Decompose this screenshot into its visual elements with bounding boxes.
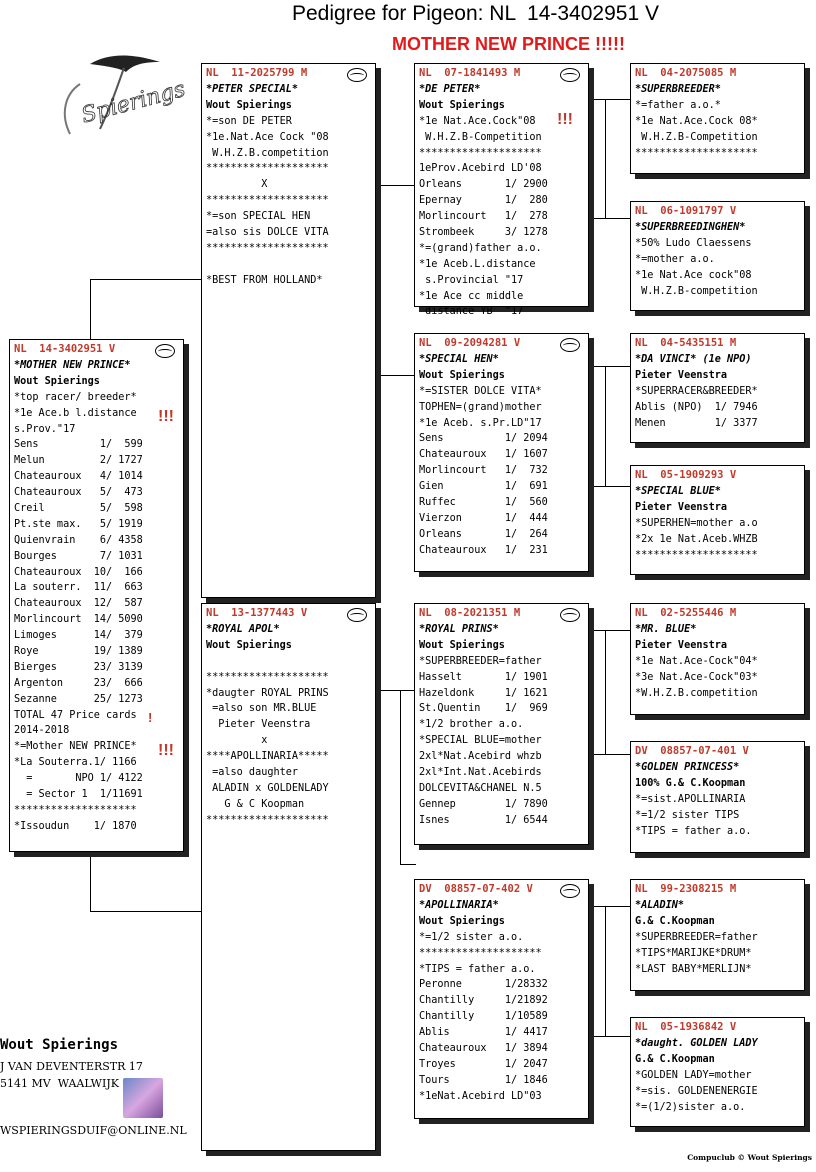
- pedigree-card-sds: [630, 333, 805, 443]
- connector: [376, 690, 416, 691]
- card-line: *TIPS = father a.o.: [635, 825, 752, 837]
- breeder-logo-icon: [123, 1078, 163, 1118]
- pedigree-card-dd: [414, 879, 589, 1119]
- connector: [590, 630, 631, 631]
- card-line: ********************: [206, 242, 329, 254]
- card-line: W.H.Z.B-Competition: [419, 131, 542, 143]
- ring-number: NL 14-3402951 V: [14, 343, 116, 355]
- card-line: St.Quentin 1/ 969: [419, 703, 548, 715]
- card-line: Chateauroux 4/ 1014: [14, 471, 143, 483]
- card-line: *SUPERBREEDER*: [635, 84, 721, 95]
- card-lines: [635, 220, 804, 299]
- pedigree-card-ds: [414, 603, 589, 845]
- card-line: *=father a.o.*: [635, 99, 721, 111]
- logo-text: Spierings: [78, 76, 189, 129]
- connector: [590, 1036, 631, 1037]
- card-line: ALADIN x GOLDENLADY: [206, 782, 329, 794]
- card-line: Melun 2/ 1727: [14, 455, 143, 467]
- card-line: G.& C.Koopman: [635, 915, 715, 927]
- card-line: *1/2 brother a.o.: [419, 719, 524, 731]
- card-line: *SPECIAL BLUE=mother: [419, 735, 542, 747]
- card-line: TOPHEN=(grand)mother: [419, 401, 542, 413]
- card-line: ********************: [635, 549, 758, 561]
- connector: [90, 279, 91, 341]
- card-line: *1e Nat.Ace.Cock 08*: [635, 115, 758, 127]
- card-line: Sens 1/ 2094: [419, 433, 548, 445]
- card-line: Peronne 1/28332: [419, 979, 548, 991]
- pedigree-card-ddd: [630, 1017, 805, 1127]
- card-line: Chateauroux 1/ 1607: [419, 449, 548, 461]
- card-line: Strombeek 3/ 1278: [419, 227, 548, 239]
- card-line: *=mother a.o.: [635, 253, 715, 265]
- card-line: Hazeldonk 1/ 1621: [419, 687, 548, 699]
- card-lines: [419, 352, 588, 559]
- pedigree-card-sss: [630, 63, 805, 174]
- card-line: *1e Aceb.L.distance: [419, 258, 536, 270]
- connector: [605, 366, 606, 486]
- card-line: Chateauroux 10/ 166: [14, 566, 143, 578]
- ring-number: NL 05-1936842 V: [635, 1021, 737, 1033]
- ring-number: NL 02-5255446 M: [635, 607, 737, 619]
- page-title: Pedigree for Pigeon: NL 14-3402951 V: [292, 2, 659, 25]
- ring-number: NL 08-2021351 M: [419, 607, 521, 619]
- card-line: Gennep 1/ 7890: [419, 798, 548, 810]
- connector: [590, 366, 631, 367]
- card-line: *1eNat.Acebird LD"03: [419, 1090, 542, 1102]
- pedigree-card-ssd: [630, 201, 805, 311]
- card-line: Ruffec 1/ 560: [419, 497, 548, 509]
- pedigree-card-dss: [630, 603, 805, 715]
- card-line: Wout Spierings: [419, 369, 505, 381]
- pedigree-card-sire: [201, 63, 376, 598]
- card-lines: [14, 358, 183, 835]
- card-line: *=son SPECIAL HEN: [206, 211, 311, 223]
- card-line: *MR. BLUE*: [635, 624, 697, 635]
- pedigree-card-sdd: [630, 465, 805, 575]
- pedigree-card-dds: [630, 879, 805, 991]
- connector: [605, 630, 606, 754]
- connector: [590, 218, 631, 219]
- card-line: Chantilly 1/21892: [419, 995, 548, 1007]
- card-line: Roye 19/ 1389: [14, 646, 143, 658]
- ring-number: NL 05-1909293 V: [635, 469, 737, 481]
- ring-number: NL 07-1841493 M: [419, 67, 521, 79]
- card-line: Vierzon 1/ 444: [419, 512, 548, 524]
- card-line: *=(1/2)sister a.o.: [635, 1101, 746, 1113]
- card-line: Morlincourt 14/ 5090: [14, 614, 143, 626]
- ring-number: NL 99-2308215 M: [635, 883, 737, 895]
- bird-logo: [40, 44, 190, 144]
- card-lines: [206, 622, 375, 829]
- card-line: *BEST FROM HOLLAND*: [206, 274, 323, 286]
- card-line: *SUPERBREEDER=father: [635, 931, 758, 943]
- connector: [90, 279, 203, 280]
- card-line: *1e Aceb. s.Pr.LD"17: [419, 417, 542, 429]
- card-line: s.Prov."17: [14, 423, 76, 435]
- card-line: ********************: [206, 814, 329, 826]
- card-line: Orleans 1/ 2900: [419, 179, 548, 191]
- card-line: Argenton 23/ 666: [14, 677, 143, 689]
- card-line: Morlincourt 1/ 278: [419, 211, 548, 223]
- card-lines: [635, 1036, 804, 1115]
- card-line: Chateauroux 5/ 473: [14, 487, 143, 499]
- card-line: *LAST BABY*MERLIJN*: [635, 963, 752, 975]
- connector: [590, 754, 631, 755]
- card-line: *=sis. GOLDENENERGIE: [635, 1085, 758, 1097]
- card-line: ********************: [14, 804, 137, 816]
- card-line: W.H.Z.B-competition: [635, 285, 758, 297]
- card-line: s.Provincial "17: [419, 274, 524, 286]
- card-line: *La Souterra.1/ 1166: [14, 757, 137, 769]
- card-line: [206, 257, 375, 273]
- card-line: *DE PETER*: [419, 84, 481, 95]
- pedigree-card-ss: [414, 63, 589, 318]
- card-line: ********************: [206, 195, 329, 207]
- card-line: X: [206, 179, 268, 191]
- card-line: *1e Nat.Ace-Cock"04*: [635, 655, 758, 667]
- card-line: Wout Spierings: [206, 99, 292, 111]
- card-lines: [635, 352, 804, 431]
- card-line: Isnes 1/ 6544: [419, 814, 548, 826]
- card-line: =also sis DOLCE VITA: [206, 227, 329, 239]
- card-line: ********************: [635, 147, 758, 159]
- card-line: *top racer/ breeder*: [14, 391, 137, 403]
- card-line: Tours 1/ 1846: [419, 1074, 548, 1086]
- card-line: *1e Ace.b l.distance: [14, 407, 137, 419]
- card-line: Morlincourt 1/ 732: [419, 465, 548, 477]
- card-line: W.H.Z.B.competition: [206, 147, 329, 159]
- card-line: *SPECIAL BLUE*: [635, 486, 721, 497]
- card-line: *SUPERHEN=mother a.o: [635, 517, 758, 529]
- card-line: *Issoudun 1/ 1870: [14, 820, 137, 832]
- card-line: DOLCEVITA&CHANEL N.5: [419, 782, 542, 794]
- connector: [376, 375, 416, 376]
- card-line: W.H.Z.B-Competition: [635, 131, 758, 143]
- card-lines: [635, 622, 804, 701]
- card-lines: [206, 82, 375, 289]
- eye-icon: [155, 344, 175, 358]
- card-line: *ROYAL PRINS*: [419, 624, 499, 635]
- card-line: 1eProv.Acebird LD'08: [419, 163, 542, 175]
- card-line: x: [206, 735, 268, 747]
- card-line: = Sector 1 1/11691: [14, 789, 143, 801]
- card-line: Sezanne 25/ 1273: [14, 693, 143, 705]
- eye-icon: [560, 338, 580, 352]
- card-line: Wout Spierings: [419, 915, 505, 927]
- card-line: *1e Ace cc middle: [419, 290, 524, 302]
- ring-number: NL 04-2075085 M: [635, 67, 737, 79]
- card-line: G & C Koopman: [206, 798, 305, 810]
- card-line: Epernay 1/ 280: [419, 195, 548, 207]
- card-line: *=(grand)father a.o.: [419, 242, 542, 254]
- card-line: *APOLLINARIA*: [419, 900, 499, 911]
- exclamation-mark: !!!: [557, 111, 573, 128]
- pedigree-card-dsd: [630, 741, 805, 853]
- card-line: G.& C.Koopman: [635, 1053, 715, 1065]
- exclamation-mark: !: [148, 710, 153, 725]
- connector: [400, 864, 416, 865]
- card-line: *2x 1e Nat.Aceb.WHZB: [635, 533, 758, 545]
- card-line: =also daughter: [206, 767, 299, 779]
- card-line: *SPECIAL HEN*: [419, 354, 499, 365]
- card-line: distance YB "17: [419, 306, 524, 318]
- card-line: Quienvrain 6/ 4358: [14, 534, 143, 546]
- eye-icon: [560, 884, 580, 898]
- eye-icon: [560, 68, 580, 82]
- address-line-1: J VAN DEVENTERSTR 17: [0, 1060, 143, 1073]
- card-line: 2xl*Int.Nat.Acebirds: [419, 767, 542, 779]
- card-line: *1e.Nat.Ace Cock "08: [206, 131, 329, 143]
- card-line: Hasselt 1/ 1901: [419, 671, 548, 683]
- card-line: Menen 1/ 3377: [635, 417, 758, 429]
- card-lines: [635, 484, 804, 563]
- ring-number: DV 08857-07-401 V: [635, 745, 749, 757]
- card-line: *=1/2 sister a.o.: [419, 931, 524, 943]
- card-line: La souterr. 11/ 663: [14, 582, 143, 594]
- connector: [605, 99, 606, 218]
- card-line: Limoges 14/ 379: [14, 630, 143, 642]
- card-line: 2xl*Nat.Acebird whzb: [419, 751, 542, 763]
- card-line: Ablis 1/ 4417: [419, 1027, 548, 1039]
- eye-icon: [347, 68, 367, 82]
- connector: [590, 99, 631, 100]
- card-line: *GOLDEN PRINCESS*: [635, 762, 740, 773]
- card-line: Chateauroux 12/ 587: [14, 598, 143, 610]
- card-line: *SUPERRACER&BREEDER*: [635, 385, 758, 397]
- eye-icon: [347, 608, 367, 622]
- card-line: *=Mother NEW PRINCE*: [14, 741, 137, 753]
- card-lines: [419, 622, 588, 829]
- card-line: *=1/2 sister TIPS: [635, 809, 740, 821]
- card-line: Bourges 7/ 1031: [14, 550, 143, 562]
- card-lines: [419, 898, 588, 1105]
- card-line: Troyes 1/ 2047: [419, 1058, 548, 1070]
- card-line: Wout Spierings: [14, 375, 100, 387]
- card-line: *ALADIN*: [635, 900, 685, 911]
- card-line: [206, 654, 375, 670]
- connector: [90, 855, 91, 912]
- connector: [590, 906, 631, 907]
- copyright: Compuclub © Wout Spierings: [687, 1153, 812, 1162]
- card-line: Wout Spierings: [419, 99, 505, 111]
- connector: [400, 690, 401, 864]
- card-lines: [635, 898, 804, 977]
- card-lines: [635, 82, 804, 161]
- card-line: Sens 1/ 599: [14, 439, 143, 451]
- pedigree-card-sd: [414, 333, 589, 572]
- card-line: *daught. GOLDEN LADY: [635, 1038, 758, 1049]
- card-line: ********************: [206, 671, 329, 683]
- ring-number: NL 09-2094281 V: [419, 337, 521, 349]
- card-line: Wout Spierings: [206, 639, 292, 651]
- card-line: ****APOLLINARIA*****: [206, 751, 329, 763]
- card-line: *W.H.Z.B.competition: [635, 687, 758, 699]
- card-line: *1e Nat.Ace cock"08: [635, 269, 752, 281]
- card-line: Wout Spierings: [419, 639, 505, 651]
- card-line: *TIPS = father a.o.: [419, 963, 536, 975]
- card-line: *SUPERBREEDER=father: [419, 655, 542, 667]
- card-line: Pieter Veenstra: [635, 369, 728, 381]
- card-line: *1e Nat.Ace.Cock"08: [419, 115, 536, 127]
- card-line: Chantilly 1/10589: [419, 1011, 548, 1023]
- card-line: 100% G.& C.Koopman: [635, 777, 746, 789]
- card-line: =also son MR.BLUE: [206, 703, 317, 715]
- eye-icon: [560, 608, 580, 622]
- card-line: 2014-2018: [14, 725, 70, 737]
- ring-number: DV 08857-07-402 V: [419, 883, 533, 895]
- connector: [376, 185, 377, 376]
- email-link[interactable]: WSPIERINGSDUIF@ONLINE.NL: [0, 1124, 187, 1137]
- card-line: Orleans 1/ 264: [419, 528, 548, 540]
- card-line: = NPO 1/ 4122: [14, 773, 143, 785]
- exclamation-mark: !!!: [158, 742, 174, 759]
- card-line: *50% Ludo Claessens: [635, 237, 752, 249]
- card-line: *TIPS*MARIJKE*DRUM*: [635, 947, 752, 959]
- card-line: ********************: [206, 163, 329, 175]
- card-line: *SUPERBREEDINGHEN*: [635, 222, 746, 233]
- card-line: *MOTHER NEW PRINCE*: [14, 360, 131, 371]
- card-line: *daugter ROYAL PRINS: [206, 687, 329, 699]
- ring-number: NL 04-5435151 M: [635, 337, 737, 349]
- card-line: ********************: [419, 947, 542, 959]
- exclamation-mark: !!!: [158, 408, 174, 425]
- card-line: *3e Nat.Ace-Cock"03*: [635, 671, 758, 683]
- card-line: TOTAL 47 Price cards: [14, 709, 137, 721]
- card-line: *=SISTER DOLCE VITA*: [419, 385, 542, 397]
- ring-number: NL 06-1091797 V: [635, 205, 737, 217]
- card-line: Chateauroux 1/ 3894: [419, 1043, 548, 1055]
- card-line: *=son DE PETER: [206, 115, 292, 127]
- card-line: Pieter Veenstra: [206, 719, 311, 731]
- breeder-name: Wout Spierings: [0, 1037, 119, 1053]
- card-line: *DA VINCI* (1e NPO): [635, 354, 752, 365]
- card-line: Creil 5/ 598: [14, 503, 143, 515]
- card-lines: [635, 760, 804, 839]
- card-line: ********************: [419, 147, 542, 159]
- page-subtitle: MOTHER NEW PRINCE !!!!!: [392, 34, 625, 54]
- connector: [90, 911, 203, 912]
- ring-number: NL 11-2025799 M: [206, 67, 308, 79]
- address-line-2: 5141 MV WAALWIJK: [0, 1077, 119, 1090]
- connector: [376, 185, 416, 186]
- connector: [590, 486, 631, 487]
- pedigree-card-dam: [201, 603, 376, 1151]
- card-line: Gien 1/ 691: [419, 481, 548, 493]
- card-line: Ablis (NPO) 1/ 7946: [635, 401, 758, 413]
- card-line: Pieter Veenstra: [635, 639, 728, 651]
- card-line: Bierges 23/ 3139: [14, 661, 143, 673]
- connector: [605, 906, 606, 1036]
- card-line: Pieter Veenstra: [635, 501, 728, 513]
- card-line: Chateauroux 1/ 231: [419, 544, 548, 556]
- card-line: *ROYAL APOL*: [206, 624, 280, 635]
- card-line: *GOLDEN LADY=mother: [635, 1069, 752, 1081]
- ring-number: NL 13-1377443 V: [206, 607, 308, 619]
- card-line: *PETER SPECIAL*: [206, 84, 299, 95]
- card-line: Pt.ste max. 5/ 1919: [14, 518, 143, 530]
- card-line: *=sist.APOLLINARIA: [635, 793, 746, 805]
